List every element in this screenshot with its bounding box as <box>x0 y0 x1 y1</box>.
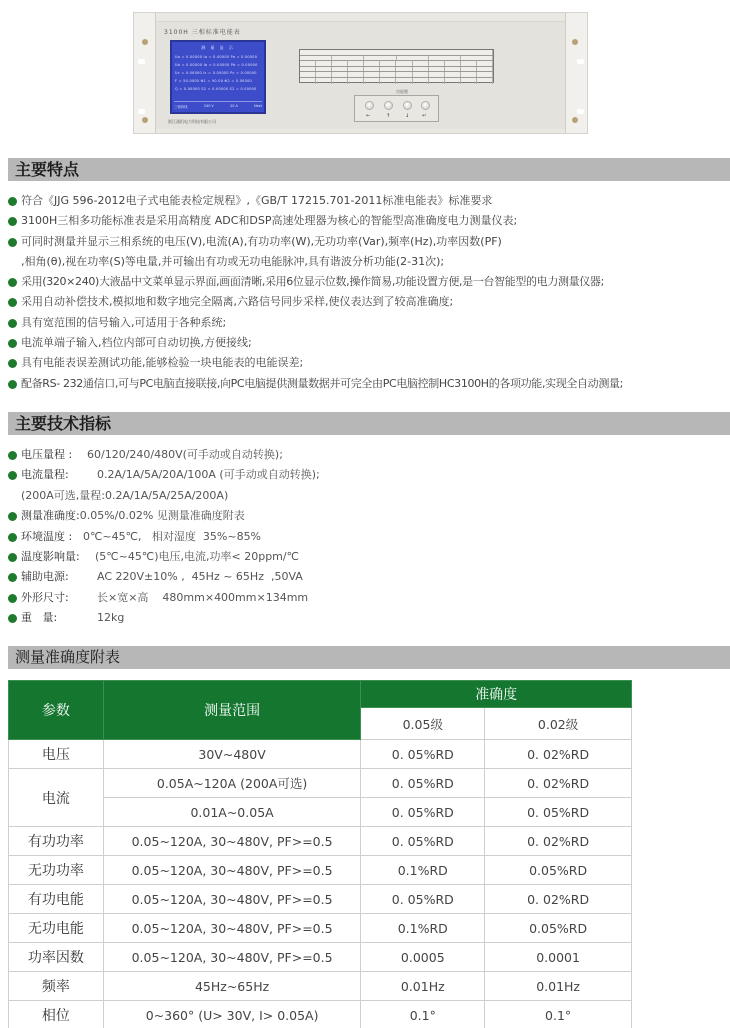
header-range: 测量范围 <box>103 681 361 740</box>
feature-item <box>8 313 730 333</box>
spec-item <box>8 567 508 587</box>
screw-icon <box>572 39 578 45</box>
feature-item-continuation <box>8 252 730 272</box>
table-row <box>9 769 632 798</box>
cell-range: 0.05~120A, 30~480V, PF>=0.5 <box>103 914 361 943</box>
cell-accuracy-002: 0. 02%RD <box>485 885 632 914</box>
enter-icon: ↵ <box>422 113 427 119</box>
bullet-dot-icon <box>8 533 17 542</box>
spec-item <box>8 527 508 547</box>
cell-accuracy-005: 0. 05%RD <box>361 769 485 798</box>
mount-hole <box>138 109 145 114</box>
cell-accuracy-002: 0. 02%RD <box>485 827 632 856</box>
spec-value: AC 220V±10% , 45Hz ~ 65Hz ,50VA <box>97 570 303 584</box>
knob-left-icon <box>365 101 374 110</box>
spec-key: 重 量: <box>21 611 58 625</box>
rack-ear-left <box>134 13 156 133</box>
feature-item <box>8 232 730 252</box>
spec-value: (5℃~45℃)电压,电流,功率< 20ppm/℃ <box>95 549 299 563</box>
cell-range: 30V~480V <box>103 740 361 769</box>
spec-key: 电流量程: <box>21 468 69 482</box>
rack-ear-right <box>565 13 587 133</box>
cell-param: 有功电能 <box>9 885 104 914</box>
spec-value: 0.05%/0.02% 见测量准确度附表 <box>79 509 245 523</box>
table-row <box>9 827 632 856</box>
screw-icon <box>572 117 578 123</box>
spec-item <box>8 506 508 526</box>
spec-item <box>8 608 508 628</box>
panel-reference-table <box>299 49 494 83</box>
model-title: 3100H 三相标准电能表 <box>164 29 241 36</box>
spec-item <box>8 588 508 608</box>
cell-accuracy-002: 0.05%RD <box>485 856 632 885</box>
cell-accuracy-005: 0. 05%RD <box>361 827 485 856</box>
bullet-dot-icon <box>8 197 17 206</box>
feature-text: ,相角(θ),视在功率(S)等电量,并可输出有功或无功电能脉冲,具有谐波分析功能(2-31次); <box>21 254 445 268</box>
bullet-dot-icon <box>8 471 17 480</box>
cell-accuracy-002: 0. 02%RD <box>485 769 632 798</box>
bullet-dot-icon <box>8 238 17 247</box>
lcd-footer-item: 240 V <box>203 104 214 108</box>
cell-range: 0.05~120A, 30~480V, PF>=0.5 <box>103 885 361 914</box>
header-param: 参数 <box>9 681 104 740</box>
feature-text: 具有电能表误差测试功能,能够检验一块电能表的电能误差; <box>21 356 304 370</box>
arrow-up-icon: ↑ <box>386 113 391 119</box>
lcd-row: Q = 0.00000 S1 = 0.00000 S2 = 0.00000 <box>175 87 257 91</box>
lcd-display <box>170 40 266 114</box>
cell-range: 45Hz~65Hz <box>103 972 361 1001</box>
cell-accuracy-002: 0. 05%RD <box>485 798 632 827</box>
screw-icon <box>142 117 148 123</box>
spec-item-continuation <box>8 486 508 506</box>
cell-accuracy-005: 0. 05%RD <box>361 740 485 769</box>
feature-text: 符合《JJG 596-2012电子式电能表检定规程》,《GB/T 17215.701-2011标准电能表》标准要求 <box>21 194 493 207</box>
cell-accuracy-005: 0. 05%RD <box>361 798 485 827</box>
spec-value: 12kg <box>97 611 125 625</box>
lcd-row: Uc = 0.00000 Ic = 0.00000 Pc = 0.00000 <box>175 71 257 75</box>
table-row <box>9 740 632 769</box>
cell-param: 无功电能 <box>9 914 104 943</box>
cell-param: 功率因数 <box>9 943 104 972</box>
cell-accuracy-002: 0. 02%RD <box>485 740 632 769</box>
specs-list <box>8 445 508 629</box>
cell-accuracy-005: 0.0005 <box>361 943 485 972</box>
spec-value: 60/120/240/480V(可手动或自动转换); <box>87 448 283 461</box>
lcd-row: Ua = 0.00000 Ia = 0.00000 Pa = 0.00000 <box>175 55 258 59</box>
feature-item <box>8 333 730 353</box>
table-row <box>9 1001 632 1028</box>
bullet-dot-icon <box>8 451 17 460</box>
table-row <box>9 885 632 914</box>
brand-label: 浙江涌恒电力科技有限公司 <box>168 119 216 124</box>
cell-accuracy-002: 0.1° <box>485 1001 632 1028</box>
mount-hole <box>577 59 584 64</box>
feature-text: 配备RS- 232通信口,可与PC电脑直接联接,向PC电脑提供测量数据并可完全由PC电脑控制HC3100H的各项功能,实现全自动测量; <box>21 376 623 390</box>
keypad-label: 功能键 <box>396 89 408 94</box>
cell-accuracy-002: 0.05%RD <box>485 914 632 943</box>
lcd-title: 测 量 显 示 <box>201 45 235 50</box>
spec-key: 电压量程 : <box>21 448 73 461</box>
table-row <box>9 972 632 1001</box>
lcd-row: F = 50.0000 Φ1 = 90.00 Φ2 = 0.00000 <box>175 79 252 83</box>
header-class-005: 0.05级 <box>361 708 485 740</box>
feature-item <box>8 191 730 211</box>
feature-item <box>8 353 730 373</box>
cell-range: 0.05~120A, 30~480V, PF>=0.5 <box>103 827 361 856</box>
section-header-specs: 主要技术指标 <box>8 412 730 435</box>
spec-item <box>8 547 508 567</box>
feature-text: 可同时测量并显示三相系统的电压(V),电流(A),有功功率(W),无功功率(Var),频率(Hz),功率因数(PF) <box>21 234 502 248</box>
spec-key: 温度影响量: <box>21 549 80 563</box>
cell-param: 无功功率 <box>9 856 104 885</box>
table-row <box>9 914 632 943</box>
spec-value: 0.2A/1A/5A/20A/100A (可手动或自动转换); <box>97 468 320 482</box>
knob-down-icon <box>403 101 412 110</box>
spec-value: (200A可选,量程:0.2A/1A/5A/25A/200A) <box>21 488 229 502</box>
cell-range: 0.05~120A, 30~480V, PF>=0.5 <box>103 943 361 972</box>
bullet-dot-icon <box>8 614 17 623</box>
cell-param: 相位 <box>9 1001 104 1028</box>
lcd-footer-item: 20 A <box>230 104 238 108</box>
bullet-dot-icon <box>8 573 17 582</box>
keypad <box>354 95 439 122</box>
feature-item <box>8 272 730 292</box>
table-row <box>9 856 632 885</box>
lcd-footer <box>174 101 262 109</box>
spec-item <box>8 445 508 465</box>
spec-key: 测量准确度: <box>21 509 80 523</box>
feature-item <box>8 211 730 231</box>
cell-accuracy-005: 0.01Hz <box>361 972 485 1001</box>
bullet-dot-icon <box>8 217 17 226</box>
cell-accuracy-005: 0.1%RD <box>361 914 485 943</box>
cell-param: 频率 <box>9 972 104 1001</box>
lcd-row: Ub = 0.00000 Ib = 0.00000 Pb = 0.00000 <box>175 63 258 67</box>
feature-text: 3100H三相多功能标准表是采用高精度 ADC和DSP高速处理器为核心的智能型高准确度电力测量仪表; <box>21 214 518 228</box>
mount-hole <box>138 59 145 64</box>
cell-range: 0.05A~120A (200A可选) <box>103 769 361 798</box>
cell-param: 电流 <box>9 769 104 827</box>
arrow-down-icon: ↓ <box>405 113 410 119</box>
feature-text: 具有宽范围的信号输入,可适用于各种系统; <box>21 315 227 329</box>
header-accuracy: 准确度 <box>361 681 632 708</box>
cell-accuracy-002: 0.0001 <box>485 943 632 972</box>
bullet-dot-icon <box>8 512 17 521</box>
bullet-dot-icon <box>8 278 17 287</box>
mount-hole <box>577 109 584 114</box>
spec-key: 辅助电源: <box>21 570 69 584</box>
bullet-dot-icon <box>8 553 17 562</box>
spec-key: 外形尺寸: <box>21 590 69 604</box>
section-header-accuracy: 测量准确度附表 <box>8 646 730 669</box>
arrow-left-icon: ← <box>366 113 371 119</box>
accuracy-table <box>8 680 632 1028</box>
cell-accuracy-005: 0.1%RD <box>361 856 485 885</box>
screw-icon <box>142 39 148 45</box>
header-class-002: 0.02级 <box>485 708 632 740</box>
table-row <box>9 943 632 972</box>
cell-param: 电压 <box>9 740 104 769</box>
features-list <box>8 191 730 394</box>
cell-accuracy-005: 0. 05%RD <box>361 885 485 914</box>
feature-text: 采用自动补偿技术,模拟地和数字地完全隔离,六路信号同步采样,使仪表达到了较高准确度; <box>21 295 454 309</box>
bullet-dot-icon <box>8 594 17 603</box>
knob-up-icon <box>384 101 393 110</box>
bullet-dot-icon <box>8 380 17 389</box>
lcd-footer-item: Next <box>254 104 262 108</box>
spec-value: 长×宽×高 480mm×400mm×134mm <box>97 590 309 604</box>
feature-text: 电流单端子输入,档位内部可自动切换,方便接线; <box>21 336 252 350</box>
cell-accuracy-002: 0.01Hz <box>485 972 632 1001</box>
feature-item <box>8 292 730 312</box>
cell-range: 0.05~120A, 30~480V, PF>=0.5 <box>103 856 361 885</box>
bullet-dot-icon <box>8 319 17 328</box>
spec-value: 0℃~45℃, 相对湿度 35%~85% <box>83 529 262 543</box>
cell-range: 0.01A~0.05A <box>103 798 361 827</box>
spec-item <box>8 465 508 485</box>
feature-item <box>8 374 730 394</box>
bullet-dot-icon <box>8 359 17 368</box>
product-image <box>133 12 588 134</box>
cell-accuracy-005: 0.1° <box>361 1001 485 1028</box>
spec-key: 环境温度 : <box>21 529 73 543</box>
cell-range: 0~360° (U> 30V, I> 0.05A) <box>103 1001 361 1028</box>
cell-param: 有功功率 <box>9 827 104 856</box>
lcd-footer-item: 三相四线 <box>174 105 188 109</box>
knob-enter-icon <box>421 101 430 110</box>
feature-text: 采用(320×240)大液晶中文菜单显示界面,画面清晰,采用6位显示位数,操作简易,功能设置方便,是一台智能型的电力测量仪器; <box>21 275 604 289</box>
bullet-dot-icon <box>8 339 17 348</box>
bullet-dot-icon <box>8 298 17 307</box>
section-header-features: 主要特点 <box>8 158 730 181</box>
